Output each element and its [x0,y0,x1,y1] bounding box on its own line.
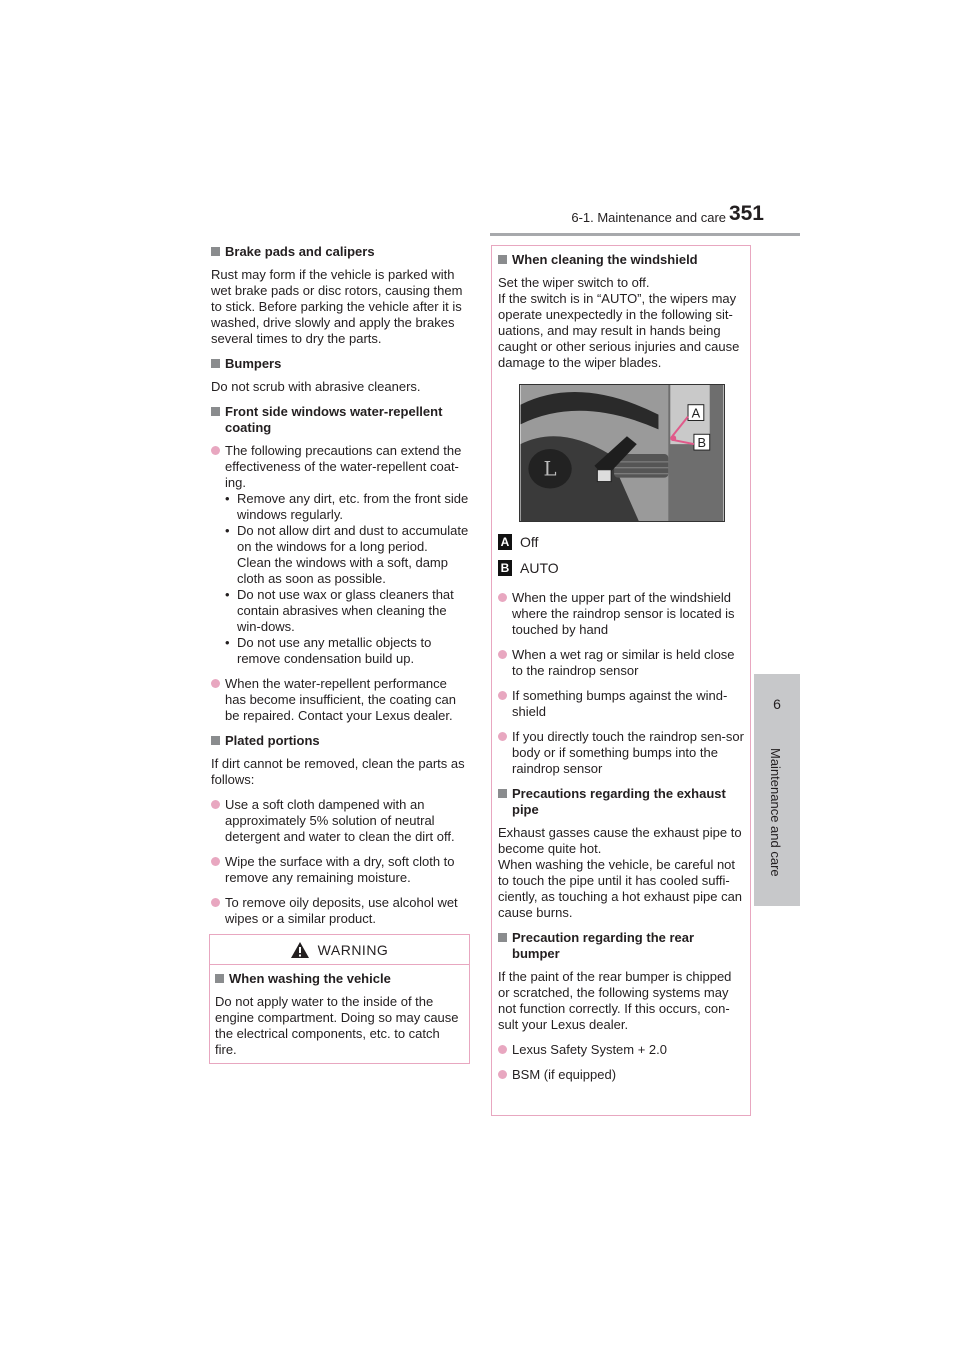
bullet-dot-icon [498,1045,507,1054]
chapter-number: 6 [773,696,781,712]
page-number: 351 [728,202,764,225]
legend-text-b: AUTO [520,560,559,576]
list-item: When the upper part of the windshield where the raindrop sensor is located is touched by hand [498,590,744,638]
list-item: Use a soft cloth dampened with an approximately 5% solution of neutral detergent and water to clean the dirt off. [211,797,469,845]
header-rule [490,233,800,236]
svg-text:B: B [697,435,707,451]
square-bullet-icon [498,252,508,268]
warning-box [209,934,470,1064]
paragraph: Set the wiper switch to off. If the switch is in “AUTO”, the wipers may operate unexpectedly in the following sit-uations, and may result in hands being caught or other serious injuries and cause damage to the wiper blades. [498,275,740,370]
paragraph: Exhaust gasses cause the exhaust pipe to become quite hot. When washing the vehicle, be careful not to touch the pipe until it has cooled suffi-ciently, as touching a hot exhaust pipe can cause burns. [498,825,743,920]
list-item: If you directly touch the raindrop sen-sor body or if something bumps into the raindrop sensor [498,729,744,777]
chapter-tab [754,674,800,906]
wiper-switch-figure [519,384,725,522]
paragraph: Rust may form if the vehicle is parked with wet brake pads or disc rotors, causing them to stick. Before parking the vehicle after it is washed, drive slowly and apply the brakes several times to dry the parts. [211,267,463,346]
square-bullet-icon [211,356,221,372]
label-box-a: A [498,534,512,550]
bullet-dot-icon [498,593,507,602]
bullet-dot-icon [211,857,220,866]
section-heading: Precaution regarding the rear bumper [498,930,744,962]
section-heading: Precautions regarding the exhaust pipe [498,786,744,818]
sub-list-item: • Do not use any metallic objects to remove condensation build up. [225,635,432,666]
bullet-dot-icon [211,800,220,809]
bullet-dot-icon [498,650,507,659]
section-heading: Front side windows water-repellent coating [211,404,469,436]
sub-list-item: • Remove any dirt, etc. from the front side windows regularly. [225,491,469,522]
section-heading: When washing the vehicle [215,971,464,987]
square-bullet-icon [215,971,225,987]
sub-list-item: • Do not allow dirt and dust to accumulate on the windows for a long period. Clean the windows with a soft, damp cloth as soon as possible. [225,523,469,586]
bullet-dot-icon [498,732,507,741]
bullet-dot-icon [211,446,220,455]
label-box-b: B [498,560,512,576]
square-bullet-icon [211,404,221,436]
warning-triangle-icon [291,942,309,958]
list-item: Wipe the surface with a dry, soft cloth to remove any remaining moisture. [211,854,469,886]
paragraph: If the paint of the rear bumper is chipped or scratched, the following systems may not function correctly. If this occurs, con-sult your Lexus dealer. [498,969,732,1032]
section-heading: Brake pads and calipers [211,244,469,260]
svg-text:A: A [691,405,701,421]
list-item: BSM (if equipped) [498,1067,744,1083]
list-item: The following precautions can extend the effectiveness of the water-repellent coat-ing. • Remove any dirt, etc. from the front side windows regularly. • Do not allow dirt and dust to accumulate on the windows for a long period. Clean the windows with a soft, damp cloth as soon as possible. • Do not use wax or glass cleaners that contain abrasives when cleaning the win-dows. • Do not use any metallic objects to remove condensation build up. [211,443,469,667]
right-column-box [491,245,751,1116]
list-item: If something bumps against the wind-shield [498,688,744,720]
figure-legend-b [498,560,744,576]
section-heading: When cleaning the windshield [498,252,744,268]
square-bullet-icon [498,930,508,962]
warning-title: WARNING [317,942,389,958]
section-title: 6-1. Maintenance and care [571,210,726,225]
paragraph: Do not apply water to the inside of the engine compartment. Doing so may cause the electrical components, etc. to catch fire. [215,994,459,1057]
figure-legend-a [498,534,744,550]
list-item: To remove oily deposits, use alcohol wet wipes or a similar product. [211,895,469,927]
paragraph: If dirt cannot be removed, clean the parts as follows: [211,756,465,787]
section-heading: Bumpers [211,356,469,372]
section-heading: Plated portions [211,733,469,749]
sub-list-item: • Do not use wax or glass cleaners that contain abrasives when cleaning the win-dows. [225,587,454,634]
warning-header [210,935,469,965]
bullet-dot-icon [498,1070,507,1079]
square-bullet-icon [498,786,508,818]
bullet-dot-icon [211,898,220,907]
list-item: When a wet rag or similar is held close to the raindrop sensor [498,647,744,679]
legend-text-a: Off [520,534,539,550]
chapter-label: Maintenance and care [768,748,783,877]
page-header [490,200,800,236]
square-bullet-icon [211,733,221,749]
paragraph: Do not scrub with abrasive cleaners. [211,379,421,394]
list-item: When the water-repellent performance has become insufficient, the coating can be repaired. Contact your Lexus dealer. [211,676,469,724]
square-bullet-icon [211,244,221,260]
list-item: Lexus Safety System + 2.0 [498,1042,744,1058]
bullet-dot-icon [498,691,507,700]
svg-text:L: L [543,457,557,481]
left-column [211,244,469,936]
bullet-dot-icon [211,679,220,688]
